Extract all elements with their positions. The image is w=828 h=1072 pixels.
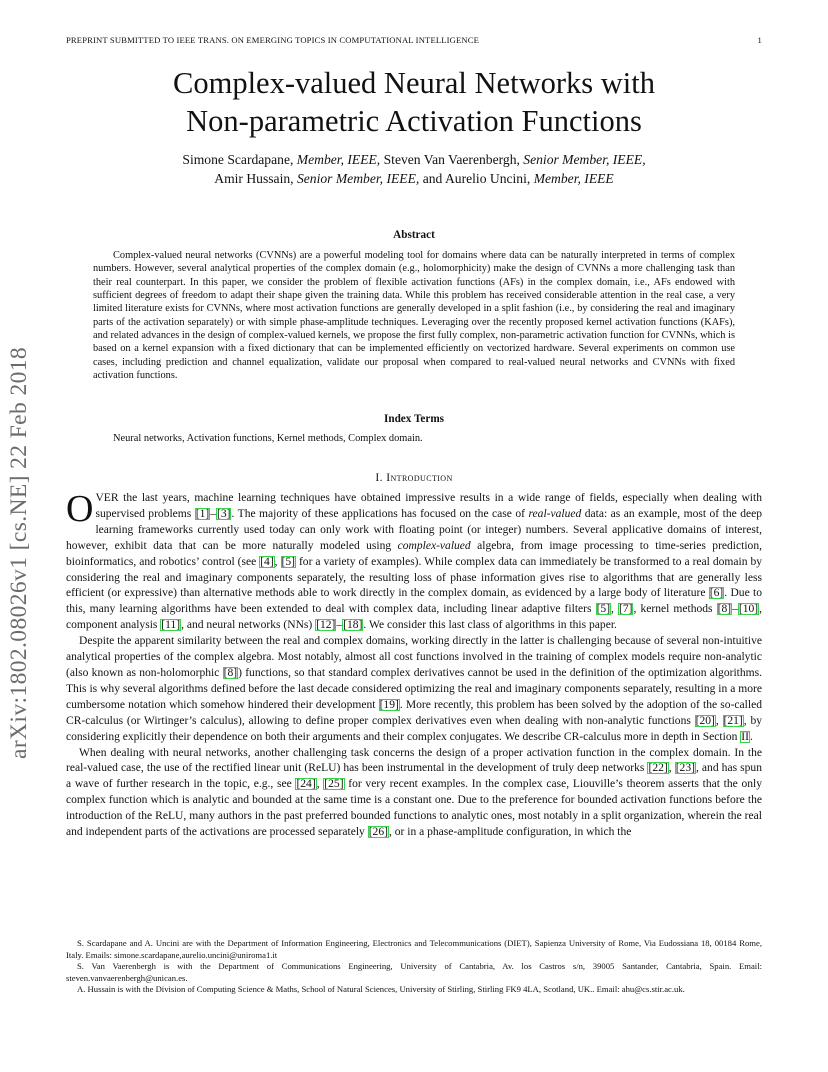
citation-link[interactable]: [26]	[368, 826, 388, 839]
citation-link[interactable]: [23]	[675, 762, 695, 775]
author-name: and Aurelio Uncini,	[422, 171, 531, 186]
footnote-affiliation-2: S. Van Vaerenbergh is with the Department of Communications Engineering, University of Cantabria, Av. los Castros s/n, 39005 Santander, Cantabria, Spain. Email: steven.vanvaerenbergh@unican.es.	[66, 961, 762, 983]
body-text	[66, 488, 762, 841]
citation-link[interactable]: [1]	[195, 507, 210, 520]
author-name: Amir Hussain,	[214, 171, 294, 186]
author-name: Steven Van Vaerenbergh,	[383, 152, 520, 167]
footnotes	[66, 938, 762, 996]
paragraph: OVER the last years, machine learning techniques have obtained impressive results in a wide range of fields, especially when dealing with supervised problems [1]–[3]. The majority of these applications has focused on the case of real-valued data: as an example, most of the deep learning frameworks currently used today can only work with floating point (or integer) numbers. Several applicative domains of interest, however, exhibit data that can be more naturally modeled using complex-valued algebra, from image processing to time-series prediction, bioinformatics, and robotics’ control (see [4], [5] for a variety of examples). While complex data can immediately be transformed to a real domain by considering the real and imaginary components separately, the resulting loss of phase information gives rise to algorithms that are generally less efficient (or expressive) than alternative methods able to work directly in the complex domain, as evidenced by a large body of literature [6]. Due to this, many learning algorithms have been extended to deal with complex data, including linear adaptive filters [5], [7], kernel methods [8]–[10], component analysis [11], and neural networks (NNs) [12]–[18]. We consider this last class of algorithms in this paper.	[66, 488, 762, 632]
citation-link[interactable]: [10]	[738, 603, 759, 616]
citation-link[interactable]: [21]	[723, 714, 743, 727]
section-number: I.	[375, 471, 383, 484]
footnote-affiliation-3: A. Hussain is with the Division of Computing Science & Maths, School of Natural Sciences, University of Stirling, Stirling FK9 4LA, Scotland, UK.. Email: ahu@cs.stir.ac.uk.	[77, 984, 685, 995]
paper-title	[66, 64, 762, 140]
citation-link[interactable]: [7]	[619, 603, 633, 616]
author-name: Simone Scardapane,	[182, 152, 294, 167]
drop-cap: O	[66, 488, 94, 530]
citation-link[interactable]: [22]	[648, 762, 668, 775]
citation-link[interactable]: [12]	[316, 619, 336, 632]
citation-link[interactable]: [6]	[709, 587, 724, 600]
author-list	[66, 150, 762, 188]
arxiv-stamp[interactable]: arXiv:1802.08026v1 [cs.NE] 22 Feb 2018	[6, 346, 32, 759]
citation-link[interactable]: [5]	[596, 603, 611, 616]
section-link[interactable]: II	[741, 730, 749, 743]
title-line-2: Non-parametric Activation Functions	[186, 104, 642, 138]
citation-link[interactable]: [4]	[260, 555, 274, 568]
paragraph: Despite the apparent similarity between the real and complex domains, working directly in the latter is challenging because of several non-intuitive analytical properties of the complex algebra. Most notably, almost all cost functions involved in the training of complex models require non-analytic (also known as non-holomorphic [8]) functions, so that standard complex derivatives cannot be used in the definition of the optimization algorithms. This is why several algorithms defined before the last decade considered optimizing the real and imaginary components separately, resulting in a more cumbersome notation which somehow hindered their development [19]. More recently, this problem has been solved by the adoption of the so-called CR-calculus (or Wirtinger’s calculus), allowing to define proper complex derivatives even when dealing with non-analytic functions [20], [21], by considering explicitly their dependence on both their arguments and their complex conjugates. We describe CR-calculus more in depth in Section II.	[66, 635, 762, 743]
author-role: Member, IEEE,	[296, 152, 381, 167]
citation-link[interactable]: [8]	[223, 666, 238, 679]
citation-link[interactable]: [25]	[324, 778, 344, 791]
author-role: Senior Member, IEEE,	[523, 152, 646, 167]
abstract-text: Complex-valued neural networks (CVNNs) are a powerful modeling tool for domains where data can be naturally interpreted in terms of complex numbers. However, several analytical properties of the complex domain (e.g., holomorphicity) make the design of CVNNs a more challenging task than their real counterpart. In this paper, we consider the problem of flexible activation functions (AFs) in the complex domain, i.e., AFs endowed with sufficient degrees of freedom to adapt their shape given the training data. While this problem has received considerable attention in the real case, a very limited literature exists for CVNNs, where most activation functions are generally developed in a split fashion (i.e., by considering the real and imaginary parts of the activation separately) or with simple phase-amplitude techniques. Leveraging over the recently proposed kernel activation functions (KAFs), and related advances in the design of complex-valued kernels, we propose the first fully complex, non-parametric activation function for CVNNs, which is based on a kernel expansion with a fixed dictionary that can be implemented efficiently on vectorized hardware. Several experiments on common use cases, including prediction and channel equalization, validate our proposal when compared to real-valued neural networks and CVNNs with fixed activation functions.	[93, 250, 735, 382]
page-number: 1	[757, 35, 762, 45]
emphasis: real-valued	[528, 507, 582, 520]
author-line-2	[66, 169, 762, 188]
citation-link[interactable]: [11]	[161, 619, 181, 632]
running-header	[66, 35, 762, 45]
title-line-1: Complex-valued Neural Networks with	[173, 66, 655, 100]
citation-link[interactable]: [20]	[695, 714, 715, 727]
section-title: Introduction	[386, 471, 453, 484]
author-line-1	[66, 150, 762, 169]
citation-link[interactable]: [19]	[379, 698, 399, 711]
footnote-affiliation-1: S. Scardapane and A. Uncini are with the Department of Information Engineering, Electronics and Telecommunications (DIET), Sapienza University of Rome, Via Eudossiana 18, 00184 Rome, Italy. Emails: simone.scardapane,aurelio.uncini@uniroma1.it	[66, 938, 762, 960]
running-title: PREPRINT SUBMITTED TO IEEE TRANS. ON EMERGING TOPICS IN COMPUTATIONAL INTELLIGENCE	[66, 35, 480, 45]
citation-link[interactable]: [24]	[296, 778, 316, 791]
author-role: Senior Member, IEEE,	[296, 171, 420, 186]
index-terms-heading: Index Terms	[384, 413, 444, 425]
citation-link[interactable]: [5]	[281, 555, 295, 568]
citation-link[interactable]: [8]	[717, 603, 732, 616]
author-role: Member, IEEE	[533, 171, 614, 186]
citation-link[interactable]: [3]	[217, 507, 231, 520]
paragraph: When dealing with neural networks, another challenging task concerns the design of a proper activation function in the complex domain. In the real-valued case, the use of the rectified linear unit (ReLU) has been instrumental in the development of truly deep networks [22], [23], and has spun a wave of further research in the topic, e.g., see [24], [25] for very recent examples. In the complex case, Liouville’s theorem asserts that the only complex function which is analytic and bounded at the same time is a constant one. Due to the preference for bounded activation functions before the introduction of the ReLU, many authors in the past preferred bounded functions to analytic ones, most notably in a split organization, wherein the real and independent parts of the activations are processed separately [26], or in a phase-amplitude configuration, in which the	[66, 746, 762, 839]
citation-link[interactable]: [18]	[343, 619, 363, 632]
emphasis: complex-valued	[397, 539, 471, 552]
abstract-heading: Abstract	[393, 229, 435, 241]
section-heading	[66, 471, 762, 484]
index-terms-text: Neural networks, Activation functions, Kernel methods, Complex domain.	[113, 433, 423, 444]
